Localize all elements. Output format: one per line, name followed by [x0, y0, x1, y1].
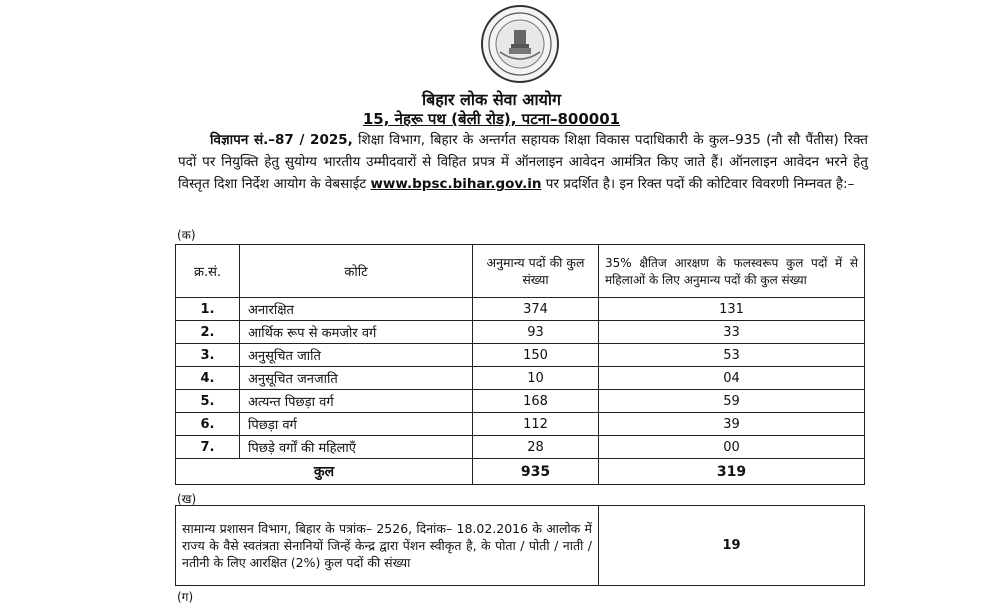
table-header-row [176, 245, 865, 298]
section-a-marker: (क) [177, 228, 196, 242]
header-women: 35% क्षैतिज आरक्षण के फलस्वरूप कुल पदों में से महिलाओं के लिए अनुमान्य पदों की कुल संख्या [599, 245, 865, 298]
website-link[interactable]: www.bpsc.bihar.gov.in [370, 176, 542, 192]
total-posts: 935 [473, 459, 599, 485]
table-row: 1. अनारक्षित 374 131 [176, 298, 865, 321]
total-women: 319 [599, 459, 865, 485]
section-c-marker: (ग) [177, 590, 194, 604]
category-table [175, 244, 865, 485]
table-row [176, 506, 865, 586]
table-row: 2. आर्थिक रूप से कमजोर वर्ग 93 33 [176, 321, 865, 344]
bpsc-emblem-seal [480, 4, 560, 84]
table-row: 3. अनुसूचित जाति 150 53 [176, 344, 865, 367]
table-total-row [176, 459, 865, 485]
table-row: 4. अनुसूचित जनजाति 10 04 [176, 367, 865, 390]
section-b-marker: (ख) [177, 492, 197, 506]
header-category: कोटि [240, 245, 473, 298]
freedom-fighter-text: सामान्य प्रशासन विभाग, बिहार के पत्रांक– 2526, दिनांक– 18.02.2016 के आलोक में राज्य के वैसे स्वतंत्रता सेनानियों जिन्हें केन्द्र द्वारा पेंशन स्वीकृत है, के पोता / पोती / नाती / नतीनी के लिए आरक्षित (2%) कुल पदों की संख्या [176, 506, 599, 586]
org-name: बिहार लोक सेवा आयोग [421, 90, 562, 109]
total-label: कुल [176, 459, 473, 485]
freedom-fighter-table [175, 505, 865, 586]
freedom-fighter-value: 19 [599, 506, 865, 586]
table-row: 7. पिछड़े वर्गों की महिलाएँ 28 00 [176, 436, 865, 459]
org-address: 15, नेहरू पथ (बेली रोड), पटना–800001 [362, 110, 621, 128]
header-sno: क्र.सं. [176, 245, 240, 298]
header-posts: अनुमान्य पदों की कुल संख्या [473, 245, 599, 298]
table-row: 5. अत्यन्त पिछड़ा वर्ग 168 59 [176, 390, 865, 413]
advertisement-paragraph: विज्ञापन सं.–87 / 2025, शिक्षा विभाग, बिहार के अन्तर्गत सहायक शिक्षा विकास पदाधिकारी के कुल–935 (नौ सौ पैंतीस) रिक्त पदों पर नियुक्ति हेतु सुयोग्य भारतीय उम्मीदवारों से विहित प्रपत्र में ऑनलाइन आवेदन आमंत्रित किए जाते हैं। ऑनलाइन आवेदन भरने हेतु विस्तृत दिशा निर्देश आयोग के वेबसाईट www.bpsc.bihar.gov.in पर प्रदर्शित है। इन रिक्त पदों की कोटिवार विवरणी निम्नवत है:– [178, 132, 868, 192]
advert-number: विज्ञापन सं.–87 / 2025, [210, 132, 353, 148]
table-row: 6. पिछड़ा वर्ग 112 39 [176, 413, 865, 436]
